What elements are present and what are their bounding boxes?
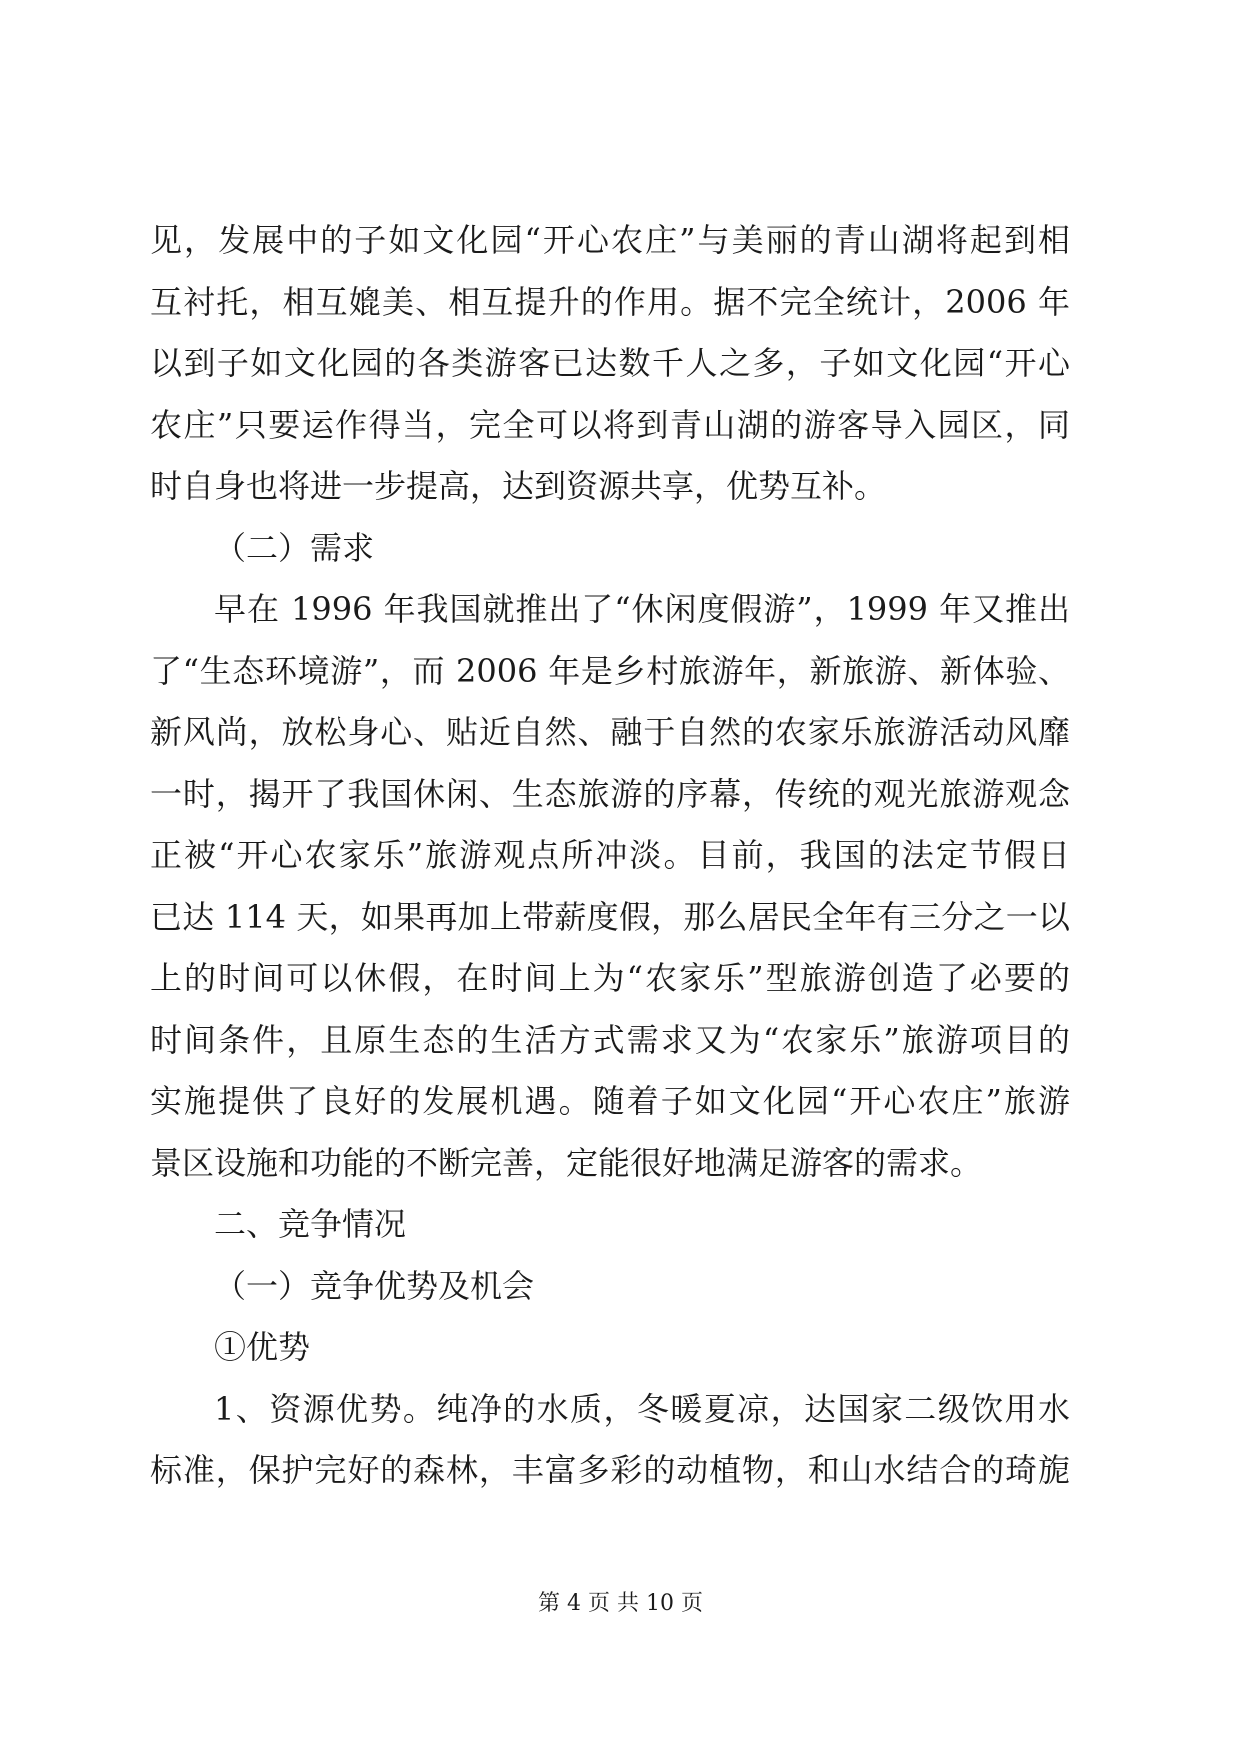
text-line: 新风尚，放松身心、贴近自然、融于自然的农家乐旅游活动风靡: [150, 713, 1070, 751]
text-line: 了“生态环境游”，而 2006 年是乡村旅游年，新旅游、新体验、: [150, 651, 1070, 690]
text-line: 已达 114 天，如果再加上带薪度假，那么居民全年有三分之一以: [150, 897, 1070, 936]
text-line: 以到子如文化园的各类游客已达数千人之多，子如文化园“开心: [150, 344, 1070, 382]
text-line: 早在 1996 年我国就推出了“休闲度假游”，1999 年又推出: [214, 590, 1070, 628]
section-heading-demand: （二）需求: [214, 528, 375, 567]
paragraph-continuation: [150, 210, 1070, 518]
text-line: 实施提供了良好的发展机遇。随着子如文化园“开心农庄”旅游: [150, 1082, 1070, 1120]
document-body: [150, 210, 1070, 1502]
text-line: 正被“开心农家乐”旅游观点所冲淡。目前，我国的法定节假日: [150, 836, 1070, 874]
text-line: 景区设施和功能的不断完善，定能很好地满足游客的需求。: [150, 1143, 983, 1182]
text-line: 上的时间可以休假，在时间上为“农家乐”型旅游创造了必要的: [150, 959, 1070, 997]
text-line: 时自身也将进一步提高，达到资源共享，优势互补。: [150, 467, 887, 505]
text-line: 1、资源优势。纯净的水质，冬暖夏凉，达国家二级饮用水: [214, 1389, 1070, 1428]
paragraph-resource-advantage: [150, 1379, 1070, 1502]
text-line: 互衬托，相互媲美、相互提升的作用。据不完全统计，2006 年: [150, 282, 1070, 321]
text-line: 标准，保护完好的森林，丰富多彩的动植物，和山水结合的琦旎: [150, 1451, 1070, 1489]
text-line: 时间条件，且原生态的生活方式需求又为“农家乐”旅游项目的: [150, 1020, 1070, 1059]
text-line: 一时，揭开了我国休闲、生态旅游的序幕，传统的观光旅游观念: [150, 774, 1070, 813]
paragraph-demand: [150, 579, 1070, 1194]
page-footer: 第 4 页 共 10 页: [538, 1591, 703, 1616]
section-heading-competition: 二、竞争情况: [214, 1205, 407, 1243]
text-line: 农庄”只要运作得当，完全可以将到青山湖的游客导入园区，同: [150, 405, 1070, 444]
subsection-heading-advantages: ①优势: [214, 1328, 311, 1366]
subsection-heading-advantages-opportunities: （一）竞争优势及机会: [214, 1266, 535, 1305]
text-line: 见，发展中的子如文化园“开心农庄”与美丽的青山湖将起到相: [150, 221, 1070, 259]
